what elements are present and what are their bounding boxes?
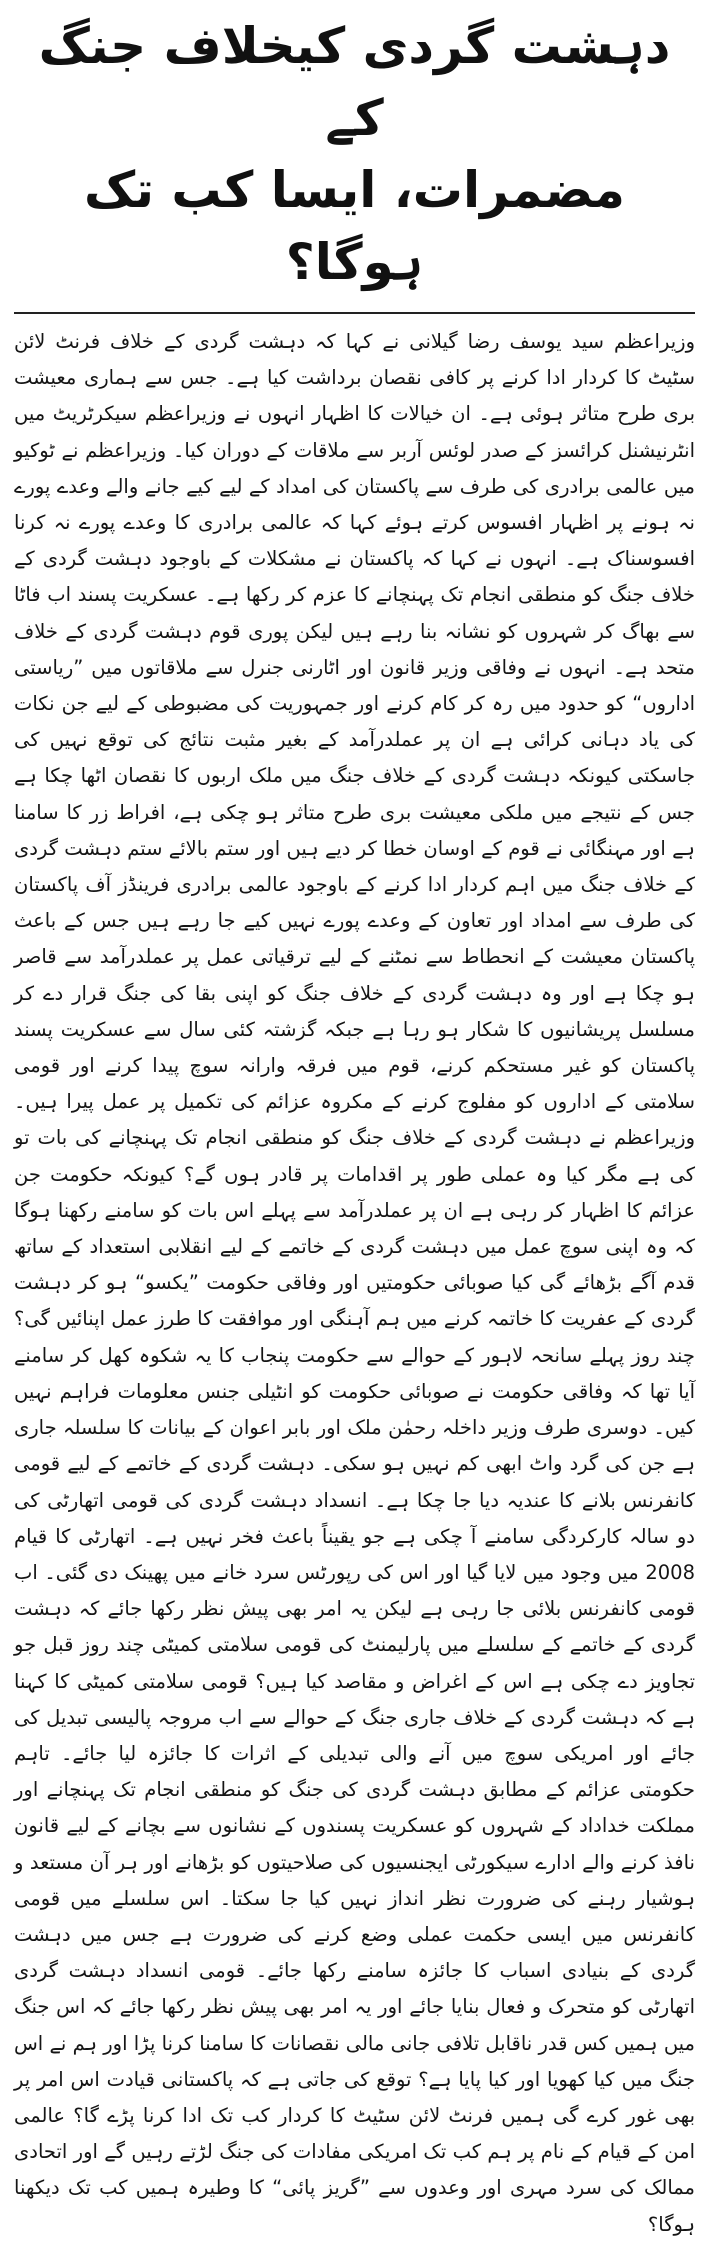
headline-divider xyxy=(14,312,695,314)
headline xyxy=(14,10,695,298)
headline-line-2: مضمرات، ایسا کب تک ہوگا؟ xyxy=(84,161,625,291)
headline-line-1: دہشت گردی کیخلاف جنگ کے xyxy=(38,17,671,147)
article-body: وزیراعظم سید یوسف رضا گیلانی نے کہا کہ دہشت گردی کے خلاف فرنٹ لائن سٹیٹ کا کردار ادا کرنے پر کافی نقصان برداشت کیا ہے۔ جس سے ہماری معیشت بری طرح متاثر ہوئی ہے۔ ان خیالات کا اظہار انہوں نے وزیراعظم سیکرٹریٹ میں انٹرنیشنل کرائسز کے صدر لوئس آربر سے ملاقات کے دوران کیا۔ وزیراعظم نے ٹوکیو میں عالمی برادری کی طرف سے پاکستان کی امداد کے لیے کیے جانے والے وعدے پورے نہ ہونے پر اظہار افسوس کرتے ہوئے کہا کہ عالمی برادری کا وعدے پورے نہ کرنا افسوسناک ہے۔ انہوں نے کہا کہ پاکستان نے مشکلات کے باوجود دہشت گردی کے خلاف جنگ کو منطقی انجام تک پہنچانے کا عزم کر رکھا ہے۔ عسکریت پسند اب فاٹا سے بھاگ کر شہروں کو نشانہ بنا رہے ہیں لیکن پوری قوم دہشت گردی کے خلاف متحد ہے۔ انہوں نے وفاقی وزیر قانون اور اٹارنی جنرل سے ملاقاتوں میں ”ریاستی اداروں“ کو حدود میں رہ کر کام کرنے اور جمہوریت کی مضبوطی کے لیے جن نکات کی یاد دہانی کرائی ہے ان پر عملدرآمد کے بغیر مثبت نتائج کی توقع نہیں کی جاسکتی کیونکہ دہشت گردی کے خلاف جنگ میں ملک اربوں کا نقصان اٹھا چکا ہے جس کے نتیجے میں ملکی معیشت بری طرح متاثر ہو چکی ہے، افراط زر کا سامنا ہے اور مہنگائی نے قوم کے اوسان خطا کر دیے ہیں اور ستم بالائے ستم دہشت گردی کے خلاف جنگ میں اہم کردار ادا کرنے کے باوجود عالمی برادری فرینڈز آف پاکستان کی طرف سے امداد اور تعاون کے وعدے پورے نہیں کیے جا رہے ہیں جس کے باعث پاکستان معیشت کے انحطاط سے نمٹنے کے لیے ترقیاتی عمل پر عملدرآمد سے قاصر ہو چکا ہے اور وہ دہشت گردی کے خلاف جنگ کو اپنی بقا کی جنگ قرار دے کر مسلسل پریشانیوں کا شکار ہو رہا ہے جبکہ گزشتہ کئی سال سے عسکریت پسند پاکستان کو غیر مستحکم کرنے، قوم میں فرقہ وارانہ سوچ پیدا کرنے اور قومی سلامتی کے اداروں کو مفلوج کرنے کے مکروہ عزائم کی تکمیل پر عمل پیرا ہیں۔ وزیراعظم نے دہشت گردی کے خلاف جنگ کو منطقی انجام تک پہنچانے کی بات تو کی ہے مگر کیا وہ عملی طور پر اقدامات پر قادر ہوں گے؟ کیونکہ حکومت جن عزائم کا اظہار کر رہی ہے ان پر عملدرآمد سے پہلے اس بات کو سامنے رکھنا ہوگا کہ وہ اپنی سوچ عمل میں دہشت گردی کے خاتمے کے لیے انقلابی استعداد کے ساتھ قدم آگے بڑھائے گی کیا صوبائی حکومتیں اور وفاقی حکومت ”یکسو“ ہو کر دہشت گردی کے عفریت کا خاتمہ کرنے میں ہم آہنگی اور موافقت کا طرز عمل اپنائیں گی؟ چند روز پہلے سانحہ لاہور کے حوالے سے حکومت پنجاب کا یہ شکوہ کھل کر سامنے آیا تھا کہ وفاقی حکومت نے صوبائی حکومت کو انٹیلی جنس معلومات فراہم نہیں کیں۔ دوسری طرف وزیر داخلہ رحمٰن ملک اور بابر اعوان کے بیانات کا سلسلہ جاری ہے جن کی گرد واٹ ابھی کم نہیں ہو سکی۔ دہشت گردی کے خاتمے کے لیے قومی کانفرنس بلانے کا عندیہ دیا جا چکا ہے۔ انسداد دہشت گردی کی قومی اتھارٹی کی دو سالہ کارکردگی سامنے آ چکی ہے جو یقیناً باعث فخر نہیں ہے۔ اتھارٹی کا قیام 2008 میں وجود میں لایا گیا اور اس کی رپورٹس سرد خانے میں پھینک دی گئی۔ اب قومی کانفرنس بلائی جا رہی ہے لیکن یہ امر بھی پیش نظر رکھا جائے کہ دہشت گردی کے خاتمے کے سلسلے میں پارلیمنٹ کی قومی سلامتی کمیٹی چند روز قبل جو تجاویز دے چکی ہے اس کے اغراض و مقاصد کیا ہیں؟ قومی سلامتی کمیٹی کا کہنا ہے کہ دہشت گردی کے خلاف جاری جنگ کے حوالے سے اب مروجہ پالیسی تبدیل کی جائے اور امریکی سوچ میں آنے والی تبدیلی کے اثرات کا جائزہ لیا جائے۔ تاہم حکومتی عزائم کے مطابق دہشت گردی کی جنگ کو منطقی انجام تک پہنچانے اور مملکت خداداد کے شہروں کو عسکریت پسندوں کے نشانوں سے بچانے کے لیے قانون نافذ کرنے والے ادارے سیکورٹی ایجنسیوں کی صلاحیتوں کو بڑھانے اور ہر آن مستعد و ہوشیار رہنے کی ضرورت نظر انداز نہیں کیا جا سکتا۔ اس سلسلے میں قومی کانفرنس میں ایسی حکمت عملی وضع کرنے کی ضرورت ہے جس میں دہشت گردی کے بنیادی اسباب کا جائزہ سامنے رکھا جائے۔ قومی انسداد دہشت گردی اتھارٹی کو متحرک و فعال بنایا جائے اور یہ امر بھی پیش نظر رکھا جائے کہ اس جنگ میں ہمیں کس قدر ناقابل تلافی جانی مالی نقصانات کا سامنا کرنا پڑا اور ہم نے اس جنگ میں کیا کھویا اور کیا پایا ہے؟ توقع کی جاتی ہے کہ پاکستانی قیادت اس امر پر بھی غور کرے گی ہمیں فرنٹ لائن سٹیٹ کا کردار کب تک ادا کرنا پڑے گا؟ عالمی امن کے قیام کے نام پر ہم کب تک امریکی مفادات کی جنگ لڑتے رہیں گے اور اتحادی ممالک کی سرد مہری اور وعدوں سے ”گریز پائی“ کا وطیرہ ہمیں کب تک دیکھنا ہوگا؟ xyxy=(14,330,695,2236)
